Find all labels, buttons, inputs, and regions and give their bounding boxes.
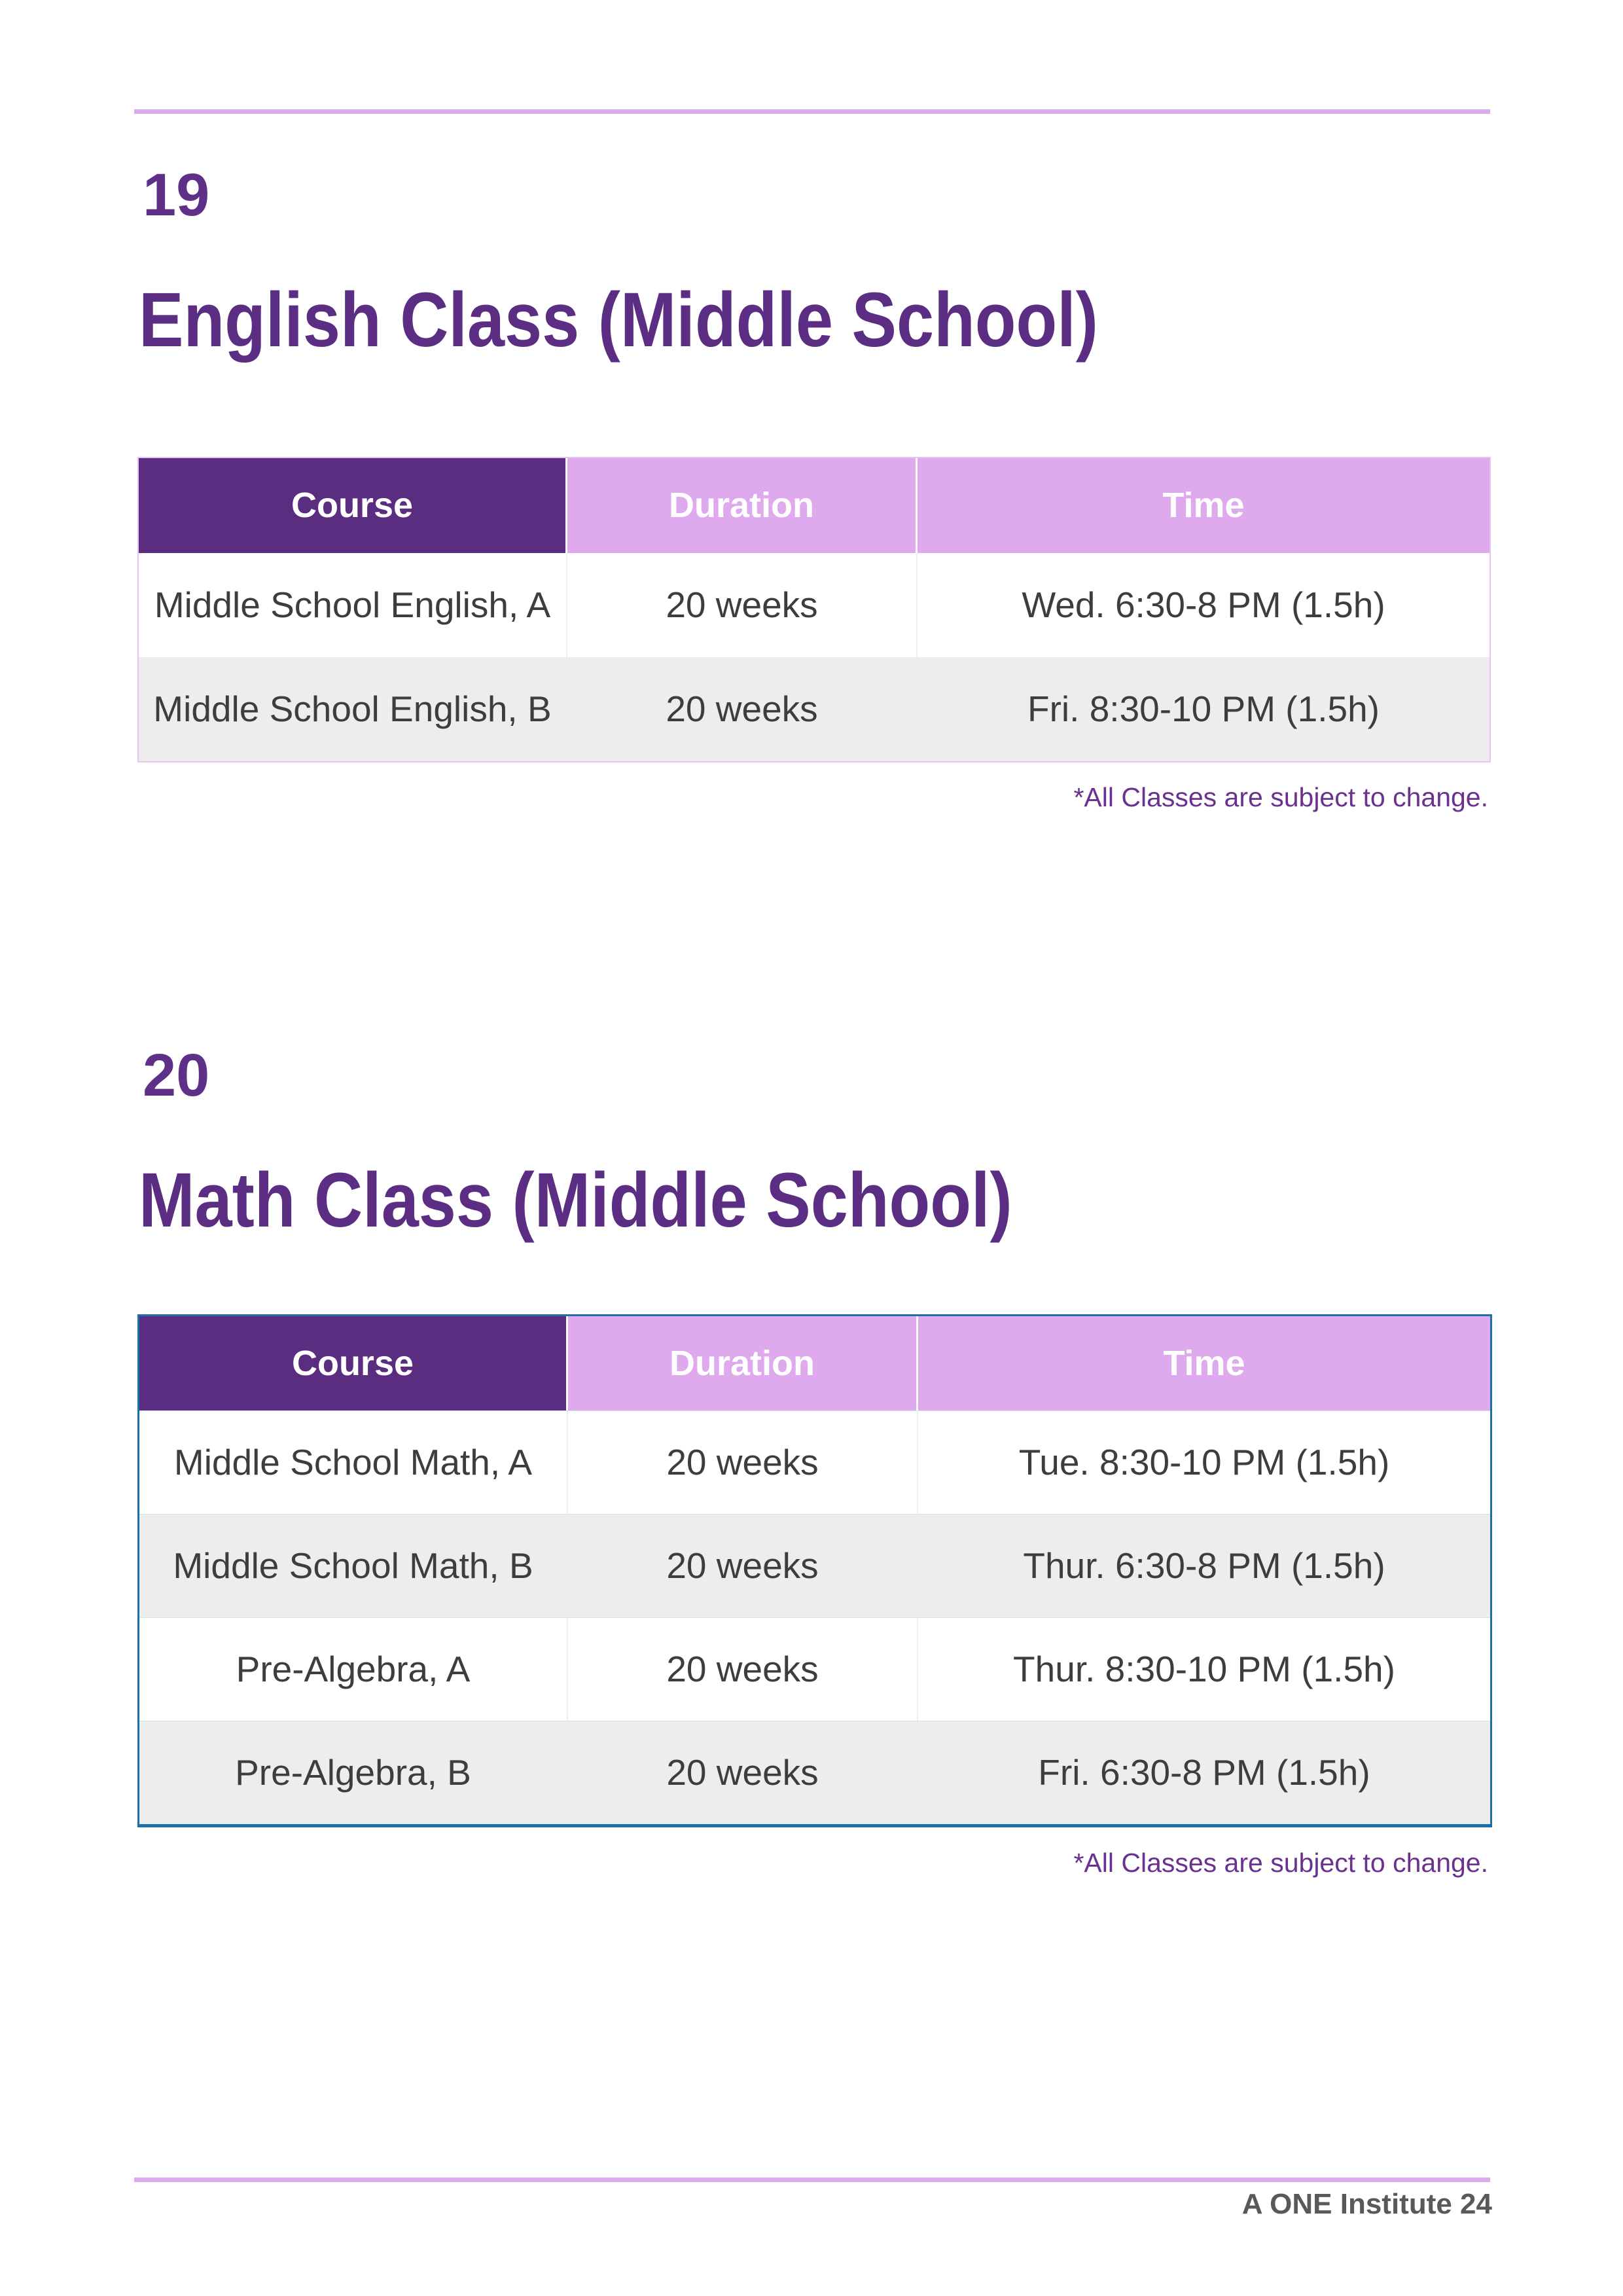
duration-cell: 20 weeks: [568, 1411, 918, 1514]
section-number-19: 19: [143, 162, 210, 228]
course-cell: Middle School Math, A: [139, 1411, 568, 1514]
duration-cell: 20 weeks: [568, 1618, 918, 1721]
duration-cell: 20 weeks: [568, 1721, 918, 1824]
column-header-duration: Duration: [567, 458, 918, 553]
footer-text: A ONE Institute 24: [1241, 2188, 1492, 2220]
english-class-table: [137, 457, 1491, 762]
course-cell: Pre-Algebra, B: [139, 1721, 568, 1824]
column-header-time: Time: [918, 458, 1489, 553]
table-row: [139, 1617, 1490, 1721]
course-cell: Pre-Algebra, A: [139, 1618, 568, 1721]
course-cell: Middle School English, B: [139, 657, 567, 761]
column-header-duration: Duration: [568, 1316, 918, 1410]
column-header-course: Course: [139, 1316, 568, 1410]
footnote-english: *All Classes are subject to change.: [1073, 782, 1488, 812]
section-title-math: Math Class (Middle School): [139, 1157, 1012, 1244]
time-cell: Fri. 8:30-10 PM (1.5h): [918, 657, 1489, 761]
top-divider: [134, 109, 1490, 114]
duration-cell: 20 weeks: [568, 1515, 918, 1617]
table-header-row: [139, 458, 1489, 553]
course-cell: Middle School Math, B: [139, 1515, 568, 1617]
duration-cell: 20 weeks: [567, 657, 918, 761]
section-title-english: English Class (Middle School): [139, 277, 1098, 363]
table-row: [139, 553, 1489, 657]
bottom-divider: [134, 2178, 1490, 2182]
footnote-math: *All Classes are subject to change.: [1073, 1848, 1488, 1878]
table-row: [139, 657, 1489, 761]
column-header-time: Time: [918, 1316, 1490, 1410]
time-cell: Wed. 6:30-8 PM (1.5h): [918, 553, 1489, 657]
time-cell: Thur. 6:30-8 PM (1.5h): [918, 1515, 1490, 1617]
table-row: [139, 1721, 1490, 1824]
section-number-20: 20: [143, 1042, 210, 1109]
table-row: [139, 1410, 1490, 1514]
duration-cell: 20 weeks: [567, 553, 918, 657]
time-cell: Thur. 8:30-10 PM (1.5h): [918, 1618, 1490, 1721]
table-header-row: [139, 1316, 1490, 1410]
time-cell: Fri. 6:30-8 PM (1.5h): [918, 1721, 1490, 1824]
time-cell: Tue. 8:30-10 PM (1.5h): [918, 1411, 1490, 1514]
table-row: [139, 1514, 1490, 1617]
course-cell: Middle School English, A: [139, 553, 567, 657]
math-class-table: [137, 1314, 1492, 1827]
column-header-course: Course: [139, 458, 567, 553]
